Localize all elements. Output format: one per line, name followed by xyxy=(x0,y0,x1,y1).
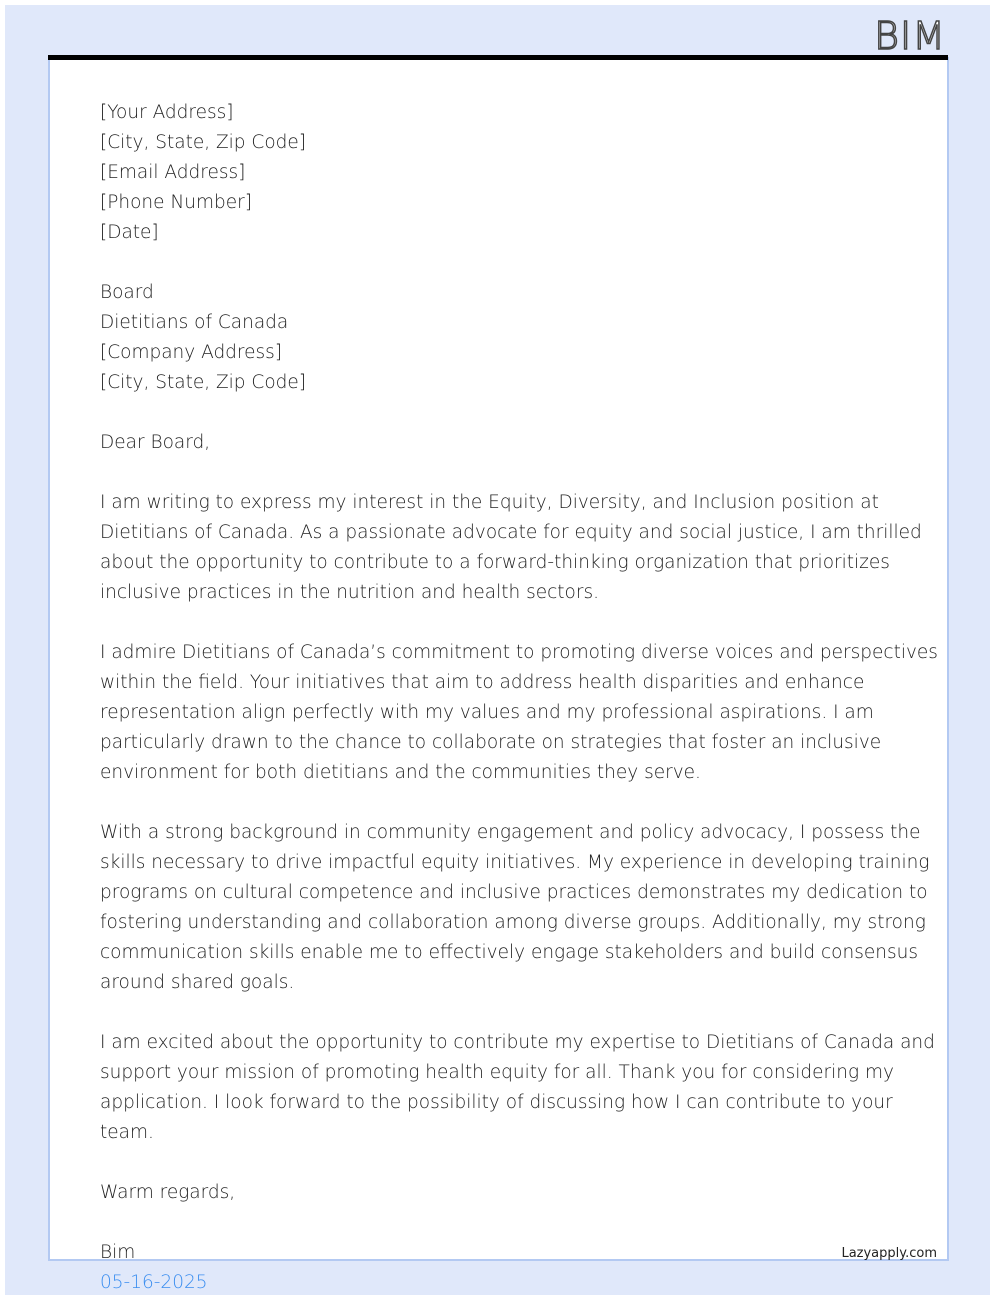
closing: Warm regards, xyxy=(100,1182,236,1203)
header-bar xyxy=(48,55,948,60)
paragraph-line: particularly drawn to the chance to collaborate on strategies that foster an inclusive xyxy=(100,732,882,753)
logo: BIM xyxy=(874,14,946,58)
sender-line: [Your Address] xyxy=(100,102,234,123)
paragraphs xyxy=(100,488,938,1178)
paragraph-line: representation align perfectly with my values and my professional aspirations. I am xyxy=(100,702,874,723)
paragraph-line: application. I look forward to the possibility of discussing how I can contribute to your xyxy=(100,1092,893,1113)
paragraph-line: support your mission of promoting health equity for all. Thank you for considering my xyxy=(100,1062,894,1083)
footer-brand: Lazyapply.com xyxy=(841,1246,937,1261)
recipient-line: Board xyxy=(100,282,154,303)
body-paragraph xyxy=(100,1028,938,1148)
sender-block xyxy=(100,98,938,248)
paragraph-line: within the field. Your initiatives that aim to address health disparities and enhance xyxy=(100,672,865,693)
paragraph-line: I am excited about the opportunity to contribute my expertise to Dietitians of Canada and xyxy=(100,1032,935,1053)
letter-body xyxy=(100,98,938,1298)
sender-line: [Email Address] xyxy=(100,162,246,183)
letter-date: 05-16-2025 xyxy=(100,1272,208,1293)
paragraph-line: inclusive practices in the nutrition and health sectors. xyxy=(100,582,599,603)
recipient-block xyxy=(100,278,938,398)
paragraph-line: skills necessary to drive impactful equity initiatives. My experience in developing training xyxy=(100,852,930,873)
paragraph-line: team. xyxy=(100,1122,154,1143)
paragraph-line: communication skills enable me to effectively engage stakeholders and build consensus xyxy=(100,942,918,963)
paragraph-line: environment for both dietitians and the communities they serve. xyxy=(100,762,701,783)
paragraph-line: I admire Dietitians of Canada’s commitment to promoting diverse voices and perspectives xyxy=(100,642,938,663)
sender-line: [Phone Number] xyxy=(100,192,252,213)
signature: Bim xyxy=(100,1242,136,1263)
paragraph-line: fostering understanding and collaboration among diverse groups. Additionally, my strong xyxy=(100,912,926,933)
body-paragraph xyxy=(100,488,938,608)
sender-line: [Date] xyxy=(100,222,159,243)
salutation: Dear Board, xyxy=(100,432,211,453)
body-paragraph xyxy=(100,818,938,998)
paragraph-line: With a strong background in community engagement and policy advocacy, I possess the xyxy=(100,822,921,843)
paragraph-line: about the opportunity to contribute to a forward-thinking organization that prioritizes xyxy=(100,552,890,573)
sender-line: [City, State, Zip Code] xyxy=(100,132,306,153)
body-paragraph xyxy=(100,638,938,788)
paragraph-line: around shared goals. xyxy=(100,972,295,993)
recipient-line: Dietitians of Canada xyxy=(100,312,289,333)
paragraph-line: programs on cultural competence and inclusive practices demonstrates my dedication to xyxy=(100,882,928,903)
paragraph-line: Dietitians of Canada. As a passionate advocate for equity and social justice, I am thrilled xyxy=(100,522,922,543)
recipient-line: [Company Address] xyxy=(100,342,283,363)
paragraph-line: I am writing to express my interest in the Equity, Diversity, and Inclusion position at xyxy=(100,492,879,513)
recipient-line: [City, State, Zip Code] xyxy=(100,372,306,393)
